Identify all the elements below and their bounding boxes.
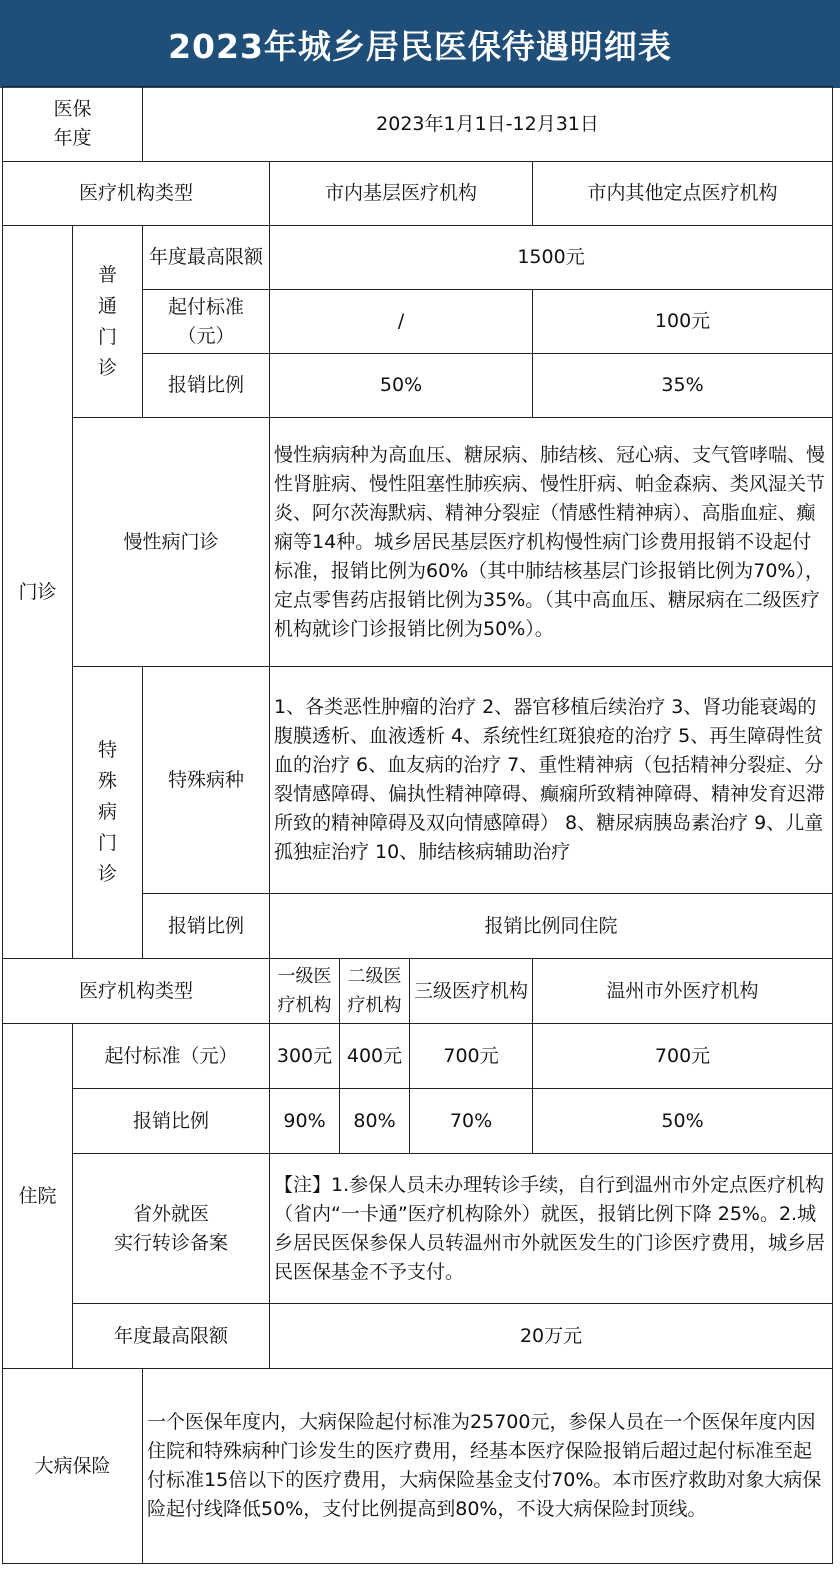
inpatient-deductible-row (3, 1024, 833, 1089)
referral-text: 【注】1.参保人员未办理转诊手续，自行到温州市外定点医疗机构（省内“一卡通”医疗机构除外）就医，报销比例下降 25%。2.城乡居民医保参保人员转温州市外就医发生的门诊医疗费用，城乡居民医保基金不予支付。 (270, 1154, 833, 1304)
special-ratio-value: 报销比例同住院 (270, 894, 833, 959)
critical-illness-text: 一个医保年度内，大病保险起付标准为25700元，参保人员在一个医保年度内因住院和特殊病种门诊发生的医疗费用，经基本医疗保险报销后超过起付标准至起付标准15倍以下的医疗费用，大病保险基金支付70%。本市医疗救助对象大病保险起付线降低50%，支付比例提高到80%，不设大病保险封顶线。 (143, 1369, 833, 1564)
special-ratio-label: 报销比例 (143, 894, 270, 959)
general-annual-cap-row (3, 226, 833, 290)
col-level2: 二级医疗机构 (340, 959, 410, 1024)
outpatient-label: 门诊 (3, 226, 73, 959)
inpatient-ratio-row (3, 1089, 833, 1154)
special-disease-text: 1、各类恶性肿瘤的治疗 2、器官移植后续治疗 3、肾功能衰竭的腹膜透析、血液透析 4、系统性红斑狼疮的治疗 5、再生障碍性贫血的治疗 6、血友病的治疗 7、重性精神病（包括精神分裂症、分裂情感障碍、偏执性精神障碍、癫痫所致精神障碍、精神发育迟滞所致的精神障碍及双向情感障碍） 8、糖尿病胰岛素治疗 9、儿童孤独症治疗 10、肺结核病辅助治疗 (270, 667, 833, 894)
referral-label: 省外就医 实行转诊备案 (73, 1154, 270, 1304)
ratio-other: 35% (533, 354, 833, 418)
inpatient-deductible-label: 起付标准（元） (73, 1024, 270, 1089)
inpatient-institution-type-label: 医疗机构类型 (3, 959, 270, 1024)
deductible-level1: 300元 (270, 1024, 340, 1089)
ratio-basic: 50% (270, 354, 533, 418)
deductible-level3: 700元 (410, 1024, 533, 1089)
col-level3: 三级医疗机构 (410, 959, 533, 1024)
special-disease-row (3, 667, 833, 894)
year-label: 医保 年度 (3, 87, 143, 162)
deductible-label: 起付标准（元） (143, 290, 270, 354)
chronic-row (3, 418, 833, 667)
year-row (3, 87, 833, 162)
inpatient-label: 住院 (3, 1024, 73, 1369)
ratio-label: 报销比例 (143, 354, 270, 418)
deductible-level2: 400元 (340, 1024, 410, 1089)
ratio-level3: 70% (410, 1089, 533, 1154)
annual-cap-value: 1500元 (270, 226, 833, 290)
inpatient-ratio-label: 报销比例 (73, 1089, 270, 1154)
critical-illness-row (3, 1369, 833, 1564)
inpatient-annual-cap-value: 20万元 (270, 1304, 833, 1369)
deductible-basic: / (270, 290, 533, 354)
ratio-level2: 80% (340, 1089, 410, 1154)
chronic-text: 慢性病病种为高血压、糖尿病、肺结核、冠心病、支气管哮喘、慢性肾脏病、慢性阻塞性肺疾病、慢性肝病、帕金森病、类风湿关节炎、阿尔茨海默病、精神分裂症（情感性精神病）、高脂血症、癫痫等14种。城乡居民基层医疗机构慢性病门诊费用报销不设起付标准，报销比例为60%（其中肺结核基层门诊报销比例为70%），定点零售药店报销比例为35%。（其中高血压、糖尿病在二级医疗机构就诊门诊报销比例为50%）。 (270, 418, 833, 667)
ratio-outside: 50% (533, 1089, 833, 1154)
col-level1: 一级医疗机构 (270, 959, 340, 1024)
critical-illness-label: 大病保险 (3, 1369, 143, 1564)
annual-cap-label: 年度最高限额 (143, 226, 270, 290)
special-disease-label: 特殊病种 (143, 667, 270, 894)
special-outpatient-label: 特殊病门诊 (73, 667, 143, 959)
general-outpatient-label: 普通门诊 (73, 226, 143, 418)
page-title: 2023年城乡居民医保待遇明细表 (0, 0, 840, 88)
outpatient-header-row (3, 162, 833, 226)
col-other-institution: 市内其他定点医疗机构 (533, 162, 833, 226)
year-value: 2023年1月1日-12月31日 (143, 87, 833, 162)
col-basic-institution: 市内基层医疗机构 (270, 162, 533, 226)
referral-row (3, 1154, 833, 1304)
col-outside-wenzhou: 温州市外医疗机构 (533, 959, 833, 1024)
deductible-other: 100元 (533, 290, 833, 354)
institution-type-label: 医疗机构类型 (3, 162, 270, 226)
deductible-outside: 700元 (533, 1024, 833, 1089)
inpatient-annual-cap-label: 年度最高限额 (73, 1304, 270, 1369)
benefits-table (2, 86, 833, 1564)
ratio-level1: 90% (270, 1089, 340, 1154)
chronic-label: 慢性病门诊 (73, 418, 270, 667)
inpatient-annual-cap-row (3, 1304, 833, 1369)
inpatient-header-row (3, 959, 833, 1024)
